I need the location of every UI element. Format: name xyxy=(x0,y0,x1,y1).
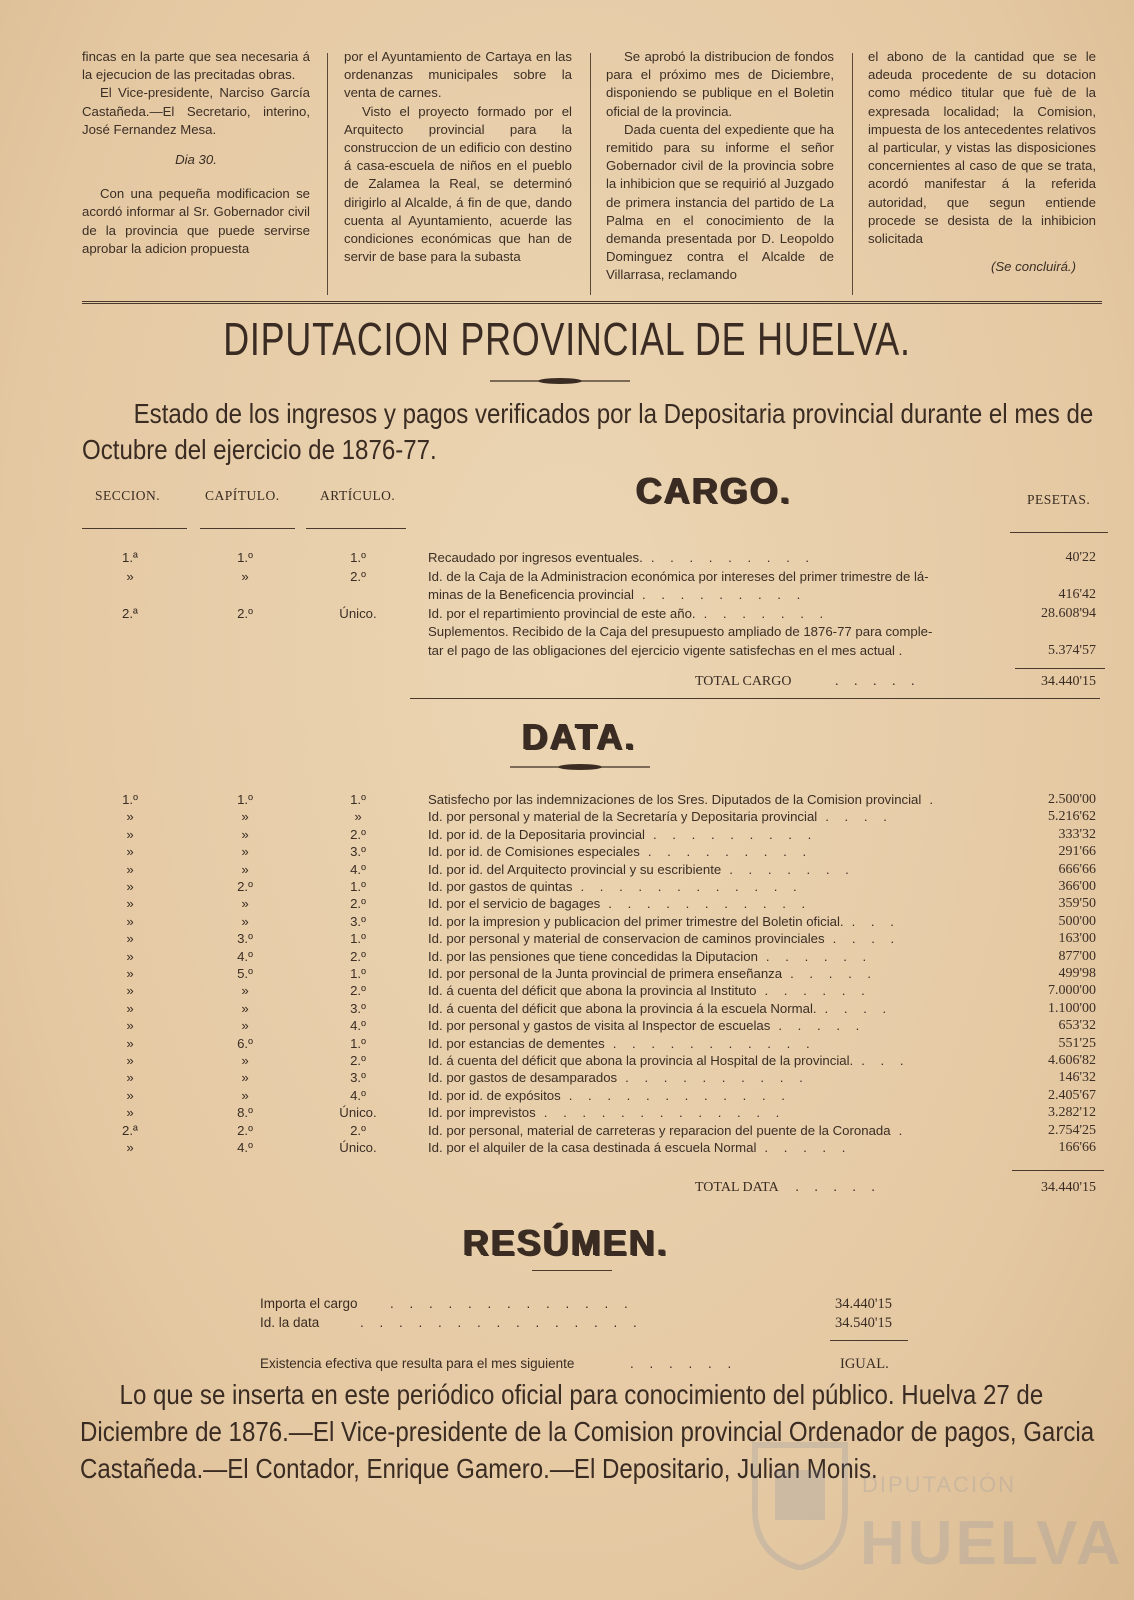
data-leader-dots: . . . . . . xyxy=(765,948,873,964)
data-row xyxy=(0,809,1134,826)
data-row xyxy=(0,827,1134,844)
data-description-cell xyxy=(428,1053,988,1068)
data-articulo-cell: Único. xyxy=(339,1140,377,1155)
data-leader-dots: . . . . . . xyxy=(764,983,871,999)
resumen-dots: . . . . . . xyxy=(630,1356,738,1371)
data-articulo-cell: 1.º xyxy=(350,792,366,807)
data-seccion-cell: » xyxy=(126,844,134,860)
data-amount-cell: 333'32 xyxy=(1058,826,1096,842)
column-2-paragraph-2: Visto el proyecto formado por el Arquitecto provincial para la construccion de un edificio con destino á casa-escuela de niños en el pueblo de Zalamea la Real, se determinó dirigirlo al Alcalde, á fin de que, dando cuenta al Ayuntamiento, acuerde las condiciones económicas que han de servir de base para la subasta xyxy=(344,103,572,265)
data-capitulo-cell: 8.º xyxy=(237,1105,253,1121)
closing-text: Lo que se inserta en este periódico oficial para conocimiento del público. Huelva 27 de Diciembre de 1876.—El Vice-presidente de la Comision provincial Ordenador de pagos, Garcia Castañeda.—El Contador, Enrique Gamero.—El Depositario, Julian Monis. xyxy=(80,1379,1095,1484)
resumen-existencia-row xyxy=(260,1356,900,1374)
data-seccion-cell: 2.ª xyxy=(122,1122,138,1138)
data-description-cell xyxy=(428,914,988,929)
data-heading: DATA. xyxy=(522,716,637,757)
data-articulo-cell: 4.º xyxy=(350,861,366,877)
data-seccion-cell: » xyxy=(126,1035,134,1051)
data-capitulo-cell: 6.º xyxy=(237,1035,253,1051)
data-amount-cell: 291'66 xyxy=(1058,844,1096,860)
data-articulo-cell: 2.º xyxy=(350,1053,366,1068)
data-articulo-cell: 1.º xyxy=(350,1035,366,1051)
data-row xyxy=(0,949,1134,966)
header-rule xyxy=(200,528,295,529)
cargo-total-dots: . . . . . xyxy=(835,674,921,689)
data-seccion-cell: » xyxy=(126,809,134,825)
resumen-dots: . . . . . . . . . . . . . xyxy=(390,1296,634,1311)
column-3 xyxy=(606,48,834,285)
table-rule xyxy=(410,698,1100,699)
data-amount-cell: 4.606'82 xyxy=(1047,1053,1096,1068)
column-4 xyxy=(868,48,1096,276)
data-seccion-cell: » xyxy=(126,1053,134,1068)
data-leader-dots: . . . . . . . . . . . . xyxy=(568,1087,791,1103)
data-description-text: Id. por id. de la Depositaria provincial xyxy=(428,826,645,842)
cargo-heading: CARGO. xyxy=(636,470,792,511)
data-description-text: Id. por id. de Comisiones especiales xyxy=(428,844,640,860)
data-row xyxy=(0,1105,1134,1122)
data-description-cell xyxy=(428,1070,988,1085)
data-row xyxy=(0,983,1134,1000)
cargo-capitulo-cell: 2.º xyxy=(237,605,253,621)
data-amount-cell: 551'25 xyxy=(1058,1035,1096,1051)
shield-icon xyxy=(750,1440,850,1570)
data-seccion-cell: » xyxy=(126,966,134,981)
column-1-paragraph: fincas en la parte que sea necesaria á la ejecucion de las precitadas obras. xyxy=(82,49,310,83)
column-divider xyxy=(852,53,853,295)
data-amount-cell: 500'00 xyxy=(1058,913,1096,929)
column-divider xyxy=(590,53,591,295)
data-description-cell xyxy=(428,1140,988,1155)
data-description-text: Id. por la impresion y publicacion del primer trimestre del Boletin oficial. xyxy=(428,913,844,929)
resumen-existencia-amount: IGUAL. xyxy=(840,1356,889,1372)
data-description-text: Id. por gastos de desamparados xyxy=(428,1070,618,1086)
data-articulo-cell: 2.º xyxy=(350,1122,366,1138)
resumen-block xyxy=(260,1296,910,1386)
cargo-seccion-cell: » xyxy=(126,568,134,584)
column-1 xyxy=(82,48,310,258)
data-leader-dots: . . . . . . . xyxy=(729,861,855,877)
cargo-seccion-cell: 2.ª xyxy=(122,605,138,621)
data-seccion-cell: » xyxy=(126,1087,134,1103)
cargo-description-cell xyxy=(428,569,988,584)
data-articulo-cell: 2.º xyxy=(350,948,366,964)
data-seccion-cell: » xyxy=(126,1105,134,1121)
data-description-cell xyxy=(428,1036,988,1051)
data-amount-cell: 2.500'00 xyxy=(1047,792,1096,807)
data-total-dots: . . . . . xyxy=(795,1180,881,1195)
cargo-row xyxy=(0,643,1134,660)
data-articulo-cell: 4.º xyxy=(350,1018,366,1034)
data-articulo-cell: 2.º xyxy=(350,896,366,912)
data-description-cell xyxy=(428,792,988,807)
data-description-text: Id. por personal y material de la Secretaría y Depositaria provincial xyxy=(428,809,818,825)
data-description-cell xyxy=(428,983,988,998)
data-description-text: Id. por imprevistos xyxy=(428,1105,536,1121)
section-rule xyxy=(82,301,1102,304)
cargo-description-text: Id. de la Caja de la Administracion económica por intereses del primer trimestre de lá- xyxy=(428,568,929,584)
data-articulo-cell: 4.º xyxy=(350,1087,366,1103)
column-3-paragraph-2: Dada cuenta del expediente que ha remitido para su informe el señor Gobernador civil de la provincia sobre la inhibicion que se requirió al Juzgado de primera instancia del partido de La Palma en el conocimiento de la demanda presentada por D. Leopoldo Dominguez contra el Alcalde de Villarrasa, reclamando xyxy=(606,121,834,283)
data-description-text: Id. por id. del Arquitecto provincial y su escribiente xyxy=(428,861,722,877)
data-capitulo-cell: » xyxy=(241,809,249,825)
data-amount-cell: 359'50 xyxy=(1058,896,1096,912)
data-seccion-cell: » xyxy=(126,826,134,842)
data-leader-dots: . . . xyxy=(851,913,900,929)
watermark-bottom-text: HUELVA xyxy=(860,1509,1124,1578)
data-description-cell xyxy=(428,966,988,981)
data-amount-cell: 1.100'00 xyxy=(1047,1000,1096,1016)
data-leader-dots: . . . . . . . . . . xyxy=(625,1070,809,1086)
data-row xyxy=(0,966,1134,983)
data-description-text: Satisfecho por las indemnizaciones de los Sres. Diputados de la Comision provincial xyxy=(428,792,922,807)
data-leader-dots: . xyxy=(929,792,939,807)
cargo-total-text: TOTAL CARGO xyxy=(695,674,792,689)
data-description-cell xyxy=(428,827,988,842)
data-total-amount: 34.440'15 xyxy=(1040,1180,1096,1195)
data-amount-cell: 3.282'12 xyxy=(1047,1105,1096,1121)
data-description-cell xyxy=(428,862,988,877)
data-articulo-cell: 3.º xyxy=(350,913,366,929)
data-amount-cell: 2.405'67 xyxy=(1047,1087,1096,1103)
data-articulo-cell: 1.º xyxy=(350,966,366,981)
data-description-text: Id. por id. de expósitos xyxy=(428,1087,561,1103)
data-capitulo-cell: » xyxy=(241,1000,249,1016)
data-articulo-cell: 2.º xyxy=(350,983,366,999)
data-row xyxy=(0,844,1134,861)
data-leader-dots: . . . . . . . . . . . xyxy=(612,1035,816,1051)
cargo-articulo-cell: 2.º xyxy=(350,568,366,584)
data-seccion-cell: » xyxy=(126,948,134,964)
cargo-articulo-cell: 1.º xyxy=(350,550,366,565)
data-description-cell xyxy=(428,1088,988,1103)
cargo-amount-cell: 40'22 xyxy=(1065,550,1096,565)
cargo-description-cell xyxy=(428,624,988,639)
resumen-existencia-label: Existencia efectiva que resulta para el mes siguiente xyxy=(260,1356,575,1371)
cargo-seccion-cell: 1.ª xyxy=(122,550,138,565)
data-leader-dots: . . . . . . . . . xyxy=(647,844,813,860)
header-rule xyxy=(1010,532,1108,533)
data-description-cell xyxy=(428,1018,988,1033)
data-leader-dots: . . . . xyxy=(824,1000,893,1016)
data-amount-cell: 366'00 xyxy=(1058,879,1096,894)
data-description-text: Id. por gastos de quintas xyxy=(428,879,573,894)
cargo-leader-dots: . . . . . . . . . xyxy=(641,587,807,602)
page-title: DIPUTACION PROVINCIAL DE HUELVA. xyxy=(223,313,911,365)
data-capitulo-cell: 2.º xyxy=(237,1122,253,1138)
data-description-cell xyxy=(428,844,988,859)
archive-watermark xyxy=(750,1430,1124,1590)
data-row xyxy=(0,862,1134,879)
data-articulo-cell: » xyxy=(354,809,362,825)
data-leader-dots: . . . . . . . . . . . . xyxy=(580,879,803,894)
resumen-data-label: Id. la data xyxy=(260,1315,320,1330)
data-description-text: Id. por personal, material de carreteras y reparacion del puente de la Coronada xyxy=(428,1122,891,1138)
column-1-day-heading: Dia 30. xyxy=(175,152,217,168)
data-description-text: Id. á cuenta del déficit que abona la provincia al Instituto xyxy=(428,983,757,999)
column-4-continues: (Se concluirá.) xyxy=(990,259,1076,275)
data-total-text: TOTAL DATA xyxy=(695,1180,778,1195)
resumen-dots: . . . . . . . . . . . . . . . xyxy=(360,1315,643,1330)
cargo-capitulo-cell: » xyxy=(241,568,249,584)
resumen-data-amount: 34.540'15 xyxy=(835,1315,892,1331)
cargo-amount-cell: 416'42 xyxy=(1058,587,1096,602)
data-seccion-cell: » xyxy=(126,896,134,912)
data-articulo-cell: 2.º xyxy=(350,826,366,842)
data-leader-dots: . xyxy=(898,1122,909,1138)
data-description-text: Id. por personal y material de conservacion de caminos provinciales xyxy=(428,931,825,947)
data-description-text: Id. á cuenta del déficit que abona la provincia al Hospital de la provincial. xyxy=(428,1053,854,1068)
data-leader-dots: . . . . . . . . . . . . . xyxy=(543,1105,786,1121)
data-row xyxy=(0,1001,1134,1018)
data-amount-cell: 5.216'62 xyxy=(1047,809,1096,825)
statement-intro-text: Estado de los ingresos y pagos verificados por la Depositaria provincial durante el mes de Octubre del ejercicio de 1876-77. xyxy=(82,398,1094,465)
data-leader-dots: . . . . xyxy=(825,809,893,825)
data-description-cell xyxy=(428,1001,988,1016)
data-description-text: Id. por las pensiones que tiene concedidas la Diputacion xyxy=(428,948,758,964)
data-capitulo-cell: » xyxy=(241,983,249,999)
resumen-cargo-row xyxy=(260,1296,900,1314)
cargo-description-cell xyxy=(428,643,988,658)
cargo-description-text: minas de la Beneficencia provincial xyxy=(428,587,634,602)
data-row xyxy=(0,1036,1134,1053)
data-leader-dots: . . . xyxy=(861,1053,910,1068)
data-capitulo-cell: 2.º xyxy=(237,879,253,894)
data-seccion-cell: » xyxy=(126,1070,134,1086)
data-leader-dots: . . . . . xyxy=(778,1018,866,1034)
data-description-text: Id. por estancias de dementes xyxy=(428,1035,605,1051)
resumen-cargo-amount: 34.440'15 xyxy=(835,1296,892,1312)
cargo-leader-dots: . . . . . . . xyxy=(703,605,830,621)
data-articulo-cell: 1.º xyxy=(350,931,366,947)
data-row xyxy=(0,1070,1134,1087)
data-capitulo-cell: » xyxy=(241,913,249,929)
header-seccion: SECCION. xyxy=(95,488,161,503)
data-capitulo-cell: » xyxy=(241,1053,249,1068)
data-articulo-cell: Único. xyxy=(339,1105,377,1121)
data-amount-cell: 7.000'00 xyxy=(1047,983,1096,999)
cargo-description-text: Suplementos. Recibido de la Caja del presupuesto ampliado de 1876-77 para comple- xyxy=(428,624,933,639)
data-seccion-cell: » xyxy=(126,931,134,947)
data-capitulo-cell: 3.º xyxy=(237,931,253,947)
ornament-rule xyxy=(532,1270,612,1271)
data-row xyxy=(0,879,1134,896)
data-row xyxy=(0,1123,1134,1140)
data-amount-cell: 2.754'25 xyxy=(1047,1122,1096,1138)
data-description-cell xyxy=(428,896,988,911)
data-row xyxy=(0,1018,1134,1035)
data-row xyxy=(0,1053,1134,1070)
cargo-leader-dots: . . . . . . . . . xyxy=(650,550,816,565)
cargo-description-text: tar el pago de las obligaciones del ejercicio vigente satisfechas en el mes actual . xyxy=(428,642,903,658)
data-seccion-cell: » xyxy=(126,1018,134,1034)
resumen-cargo-label: Importa el cargo xyxy=(260,1296,358,1311)
column-4-paragraph: el abono de la cantidad que se le adeuda procedente de su dotacion como médico titular que fuè de la expresada localidad; la Comision, impuesta de los antecedentes relativos al particular, y vistas las disposiciones concernientes al caso de que se trata, acordó manifestar á la referida autoridad, que segun entiende procede se desista de la inhibicion solicitada xyxy=(868,49,1096,247)
data-capitulo-cell: » xyxy=(241,1018,249,1034)
data-seccion-cell: » xyxy=(126,1000,134,1016)
header-rule xyxy=(82,528,187,529)
data-amount-cell: 163'00 xyxy=(1058,931,1096,947)
data-seccion-cell: » xyxy=(126,1140,134,1155)
cargo-description-text: Recaudado por ingresos eventuales. xyxy=(428,550,643,565)
data-description-cell xyxy=(428,931,988,946)
watermark-top-text: DIPUTACIÓN xyxy=(862,1472,1017,1497)
cargo-row xyxy=(0,606,1134,623)
header-articulo: ARTÍCULO. xyxy=(320,488,396,503)
data-leader-dots: . . . . . xyxy=(764,1140,852,1155)
statement-intro xyxy=(82,396,1112,468)
amount-rule xyxy=(1012,1170,1104,1171)
cargo-articulo-cell: Único. xyxy=(339,605,377,621)
column-1-signature: El Vice-presidente, Narciso García Castañeda.—El Secretario, interino, José Fernandez Mesa. xyxy=(82,85,310,137)
data-description-cell xyxy=(428,949,988,964)
data-amount-cell: 166'66 xyxy=(1058,1140,1096,1155)
amount-rule xyxy=(830,1340,908,1341)
data-leader-dots: . . . . xyxy=(832,931,901,947)
data-capitulo-cell: 1.º xyxy=(237,792,253,807)
cargo-row xyxy=(0,569,1134,586)
data-capitulo-cell: 4.º xyxy=(237,1140,253,1155)
data-description-cell xyxy=(428,809,988,824)
data-amount-cell: 653'32 xyxy=(1058,1018,1096,1034)
column-3-paragraph: Se aprobó la distribucion de fondos para el próximo mes de Diciembre, disponiendo se publique en el Boletin oficial de la provincia. xyxy=(606,49,834,119)
data-capitulo-cell: » xyxy=(241,1070,249,1086)
data-amount-cell: 666'66 xyxy=(1058,861,1096,877)
data-row xyxy=(0,792,1134,809)
top-columns xyxy=(82,48,1102,298)
data-description-text: Id. á cuenta del déficit que abona la provincia á la escuela Normal. xyxy=(428,1000,817,1016)
resumen-heading: RESÚMEN. xyxy=(463,1222,670,1263)
data-row xyxy=(0,931,1134,948)
data-description-text: Id. por personal de la Junta provincial de primera enseñanza xyxy=(428,966,783,981)
data-description-text: Id. por personal y gastos de visita al Inspector de escuelas xyxy=(428,1018,771,1034)
data-capitulo-cell: » xyxy=(241,1087,249,1103)
data-seccion-cell: » xyxy=(126,983,134,999)
ornament-icon xyxy=(510,762,650,772)
data-description-cell xyxy=(428,1105,988,1120)
data-leader-dots: . . . . . . . . . xyxy=(652,826,818,842)
ornament-icon xyxy=(490,376,630,386)
data-row xyxy=(0,914,1134,931)
data-capitulo-cell: 5.º xyxy=(237,966,253,981)
cargo-amount-cell: 28.608'94 xyxy=(1040,605,1096,621)
column-2 xyxy=(344,48,572,266)
data-articulo-cell: 3.º xyxy=(350,1000,366,1016)
cargo-amount-cell: 5.374'57 xyxy=(1047,642,1096,658)
data-description-text: Id. por el alquiler de la casa destinada á escuela Normal xyxy=(428,1140,757,1155)
data-seccion-cell: » xyxy=(126,879,134,894)
data-amount-cell: 877'00 xyxy=(1058,948,1096,964)
data-articulo-cell: 3.º xyxy=(350,1070,366,1086)
data-capitulo-cell: » xyxy=(241,861,249,877)
column-1-paragraph-2: Con una pequeña modificacion se acordó informar al Sr. Gobernador civil de la provincia que puede servirse aprobar la adicion propuesta xyxy=(82,186,310,256)
data-leader-dots: . . . . . xyxy=(790,966,878,981)
header-rule xyxy=(306,528,406,529)
cargo-row xyxy=(0,624,1134,641)
column-2-paragraph: por el Ayuntamiento de Cartaya en las ordenanzas municipales sobre la venta de carnes. xyxy=(344,49,572,101)
data-leader-dots: . . . . . . . . . . . xyxy=(608,896,812,912)
data-seccion-cell: » xyxy=(126,913,134,929)
cargo-description-cell xyxy=(428,606,988,621)
amount-rule xyxy=(1015,668,1105,669)
cargo-description-cell xyxy=(428,587,988,602)
resumen-data-row xyxy=(260,1315,900,1333)
header-pesetas: PESETAS. xyxy=(1027,492,1091,507)
data-row xyxy=(0,896,1134,913)
data-description-text: Id. por el servicio de bagages xyxy=(428,896,601,912)
data-articulo-cell: 1.º xyxy=(350,879,366,894)
data-articulo-cell: 3.º xyxy=(350,844,366,860)
data-capitulo-cell: » xyxy=(241,844,249,860)
data-row xyxy=(0,1140,1134,1157)
data-capitulo-cell: » xyxy=(241,826,249,842)
cargo-capitulo-cell: 1.º xyxy=(237,550,253,565)
cargo-row xyxy=(0,550,1134,567)
data-capitulo-cell: 4.º xyxy=(237,948,253,964)
data-description-cell xyxy=(428,879,988,894)
data-seccion-cell: » xyxy=(126,861,134,877)
data-description-cell xyxy=(428,1123,988,1138)
cargo-total-label xyxy=(695,674,921,690)
data-amount-cell: 499'98 xyxy=(1058,966,1096,981)
header-capitulo: CAPÍTULO. xyxy=(205,488,280,503)
cargo-description-cell xyxy=(428,550,988,565)
data-capitulo-cell: » xyxy=(241,896,249,912)
data-amount-cell: 146'32 xyxy=(1058,1070,1096,1086)
cargo-description-text: Id. por el repartimiento provincial de este año. xyxy=(428,605,696,621)
cargo-total-amount: 34.440'15 xyxy=(1040,674,1096,689)
column-divider xyxy=(327,53,328,295)
data-total-label xyxy=(695,1180,881,1196)
data-row xyxy=(0,1088,1134,1105)
cargo-row xyxy=(0,587,1134,604)
data-seccion-cell: 1.º xyxy=(122,792,138,807)
